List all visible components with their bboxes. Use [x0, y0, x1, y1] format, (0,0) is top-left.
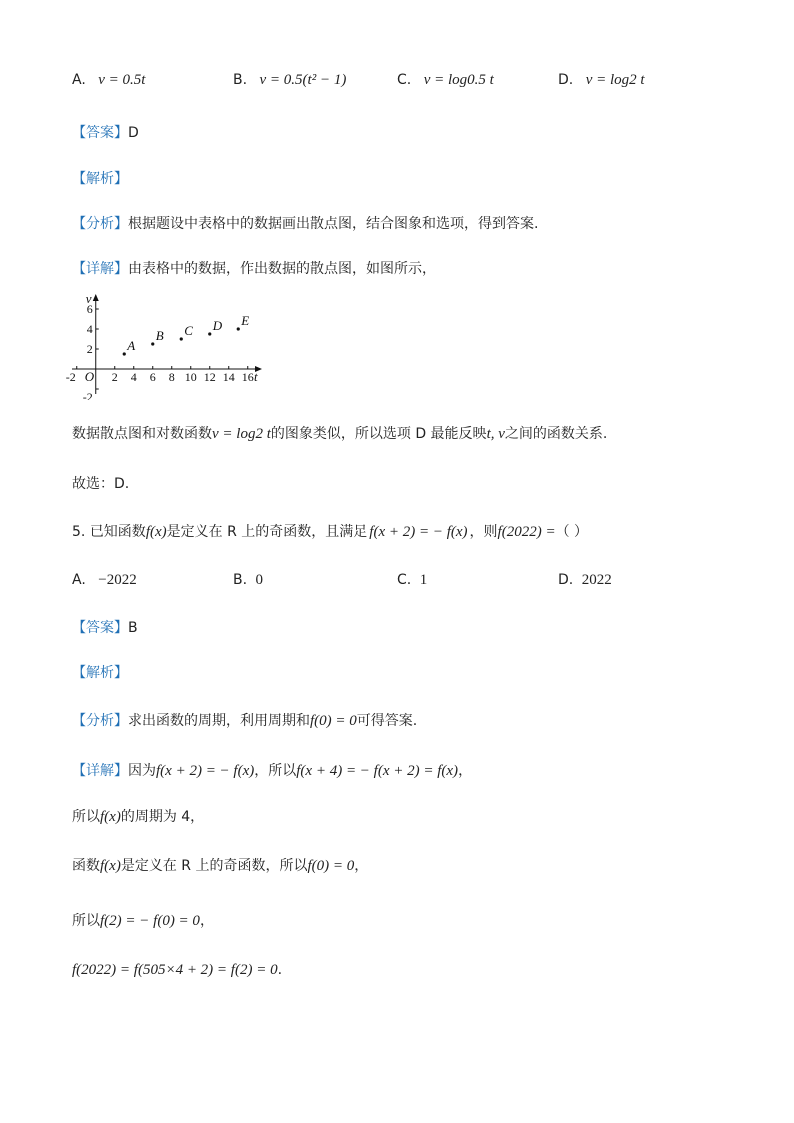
q5-odd — [72, 855, 368, 875]
answer-value: D — [128, 125, 139, 141]
x-tick-label: 6 — [149, 370, 156, 384]
period-post: 的周期为 4， — [120, 809, 205, 825]
stem-fx: f(x) — [145, 524, 167, 540]
conclusion-mid: 的图象类似，所以选项 D 最能反映 — [270, 426, 487, 442]
f2-post: ， — [199, 913, 214, 929]
q5-option-a — [72, 572, 137, 589]
chart-points — [123, 313, 250, 356]
option-formula: v = log2 t — [585, 72, 645, 88]
data-point-label-a: A — [127, 338, 136, 353]
option-formula: v = log0.5 t — [423, 72, 494, 88]
option-formula: v = 0.5(t² − 1) — [259, 72, 347, 88]
q5-analysis-heading — [72, 662, 128, 682]
option-letter: B. — [233, 72, 248, 88]
q4-fenxi — [72, 213, 538, 233]
stem-condition: f(x + 2) = − f(x) — [369, 524, 468, 540]
fenxi-pre: 求出函数的周期，利用周期和 — [128, 713, 310, 729]
period-pre: 所以 — [72, 809, 100, 825]
y-axis-arrow — [93, 294, 99, 301]
x-tick-label: 10 — [184, 370, 197, 384]
q4-analysis-heading — [72, 168, 128, 188]
q4-option-a — [72, 72, 145, 89]
f2-formula: f(2) = − f(0) = 0 — [100, 913, 200, 929]
y-tick-label: 4 — [86, 322, 93, 336]
odd-post: ， — [354, 858, 369, 874]
option-letter: B. — [233, 572, 248, 588]
choose-text: 故选：D. — [72, 476, 130, 492]
option-letter: C. — [397, 572, 412, 588]
option-formula: v = 0.5t — [98, 72, 146, 88]
q5-xiangjie — [72, 760, 472, 780]
f2-pre: 所以 — [72, 913, 100, 929]
stem-mid2: ，则 — [469, 524, 498, 540]
q5-stem — [72, 521, 588, 541]
option-letter: A. — [72, 572, 86, 588]
xiangjie-text: 由表格中的数据，作出数据的散点图，如图所示， — [128, 261, 436, 277]
final-post: . — [277, 962, 283, 978]
odd-pre: 函数 — [72, 858, 100, 874]
data-point-label-b: B — [155, 328, 164, 343]
option-value: 2022 — [581, 572, 612, 588]
xiangjie-pre: 因为 — [128, 763, 156, 779]
odd-fx: f(x) — [100, 858, 121, 874]
q5-fenxi — [72, 710, 417, 730]
analysis-tag: 【解析】 — [72, 171, 128, 187]
q4-conclusion — [72, 423, 607, 443]
xiangjie-tag: 【详解】 — [72, 763, 128, 779]
origin-label: O — [84, 369, 95, 384]
xiangjie-formula-2: f(x + 4) = − f(x + 2) = f(x) — [296, 763, 459, 779]
stem-post: （ ） — [555, 524, 589, 540]
xiangjie-formula-1: f(x + 2) = − f(x) — [156, 763, 255, 779]
stem-pre: 已知函数 — [89, 524, 146, 540]
q4-option-c — [397, 72, 494, 89]
q5-option-d — [558, 572, 612, 589]
option-value: 1 — [419, 572, 428, 588]
conclusion-formula: v = log2 t — [212, 426, 271, 442]
scatter-chart — [66, 290, 266, 400]
fenxi-post: 可得答案. — [356, 713, 418, 729]
q4-xiangjie — [72, 258, 436, 278]
answer-value: B — [128, 620, 138, 636]
x-tick-label: 12 — [203, 370, 216, 384]
data-point-d — [208, 332, 211, 335]
data-point-label-d: D — [212, 318, 223, 333]
answer-tag: 【答案】 — [72, 620, 128, 636]
fenxi-text: 根据题设中表格中的数据画出散点图，结合图象和选项，得到答案. — [128, 216, 539, 232]
chart-ticks — [66, 302, 254, 400]
option-letter: C. — [397, 72, 412, 88]
conclusion-post: 之间的函数关系. — [504, 426, 608, 442]
q5-option-b — [233, 572, 263, 589]
question-number: 5. — [72, 524, 86, 540]
fenxi-tag: 【分析】 — [72, 216, 128, 232]
data-point-a — [123, 352, 126, 355]
x-tick-label: 2 — [111, 370, 118, 384]
y-tick-label: -2 — [82, 390, 93, 400]
x-axis-label: t — [254, 369, 258, 384]
data-point-e — [237, 327, 240, 330]
q4-answer — [72, 122, 139, 142]
option-value: −2022 — [98, 572, 137, 588]
final-formula: f(2022) = f(505×4 + 2) = f(2) = 0 — [72, 962, 278, 978]
data-point-label-c: C — [184, 323, 193, 338]
analysis-tag: 【解析】 — [72, 665, 128, 681]
q5-final — [72, 962, 282, 979]
data-point-c — [180, 337, 183, 340]
option-letter: D. — [558, 572, 574, 588]
conclusion-pre: 数据散点图和对数函数 — [72, 426, 212, 442]
x-tick-label: 4 — [130, 370, 137, 384]
data-point-b — [151, 342, 154, 345]
xiangjie-post: ， — [458, 763, 473, 779]
q4-option-d — [558, 72, 645, 89]
q5-f2 — [72, 910, 214, 930]
fenxi-tag: 【分析】 — [72, 713, 128, 729]
period-fx: f(x) — [100, 809, 121, 825]
y-tick-label: 2 — [86, 342, 93, 356]
option-value: 0 — [255, 572, 264, 588]
q5-option-c — [397, 572, 427, 589]
q5-period — [72, 806, 204, 826]
xiangjie-tag: 【详解】 — [72, 261, 128, 277]
xiangjie-mid: ，所以 — [254, 763, 297, 779]
y-axis-label: v — [85, 291, 92, 306]
conclusion-vars: t, v — [486, 426, 505, 442]
stem-mid1: 是定义在 R 上的奇函数，且满足 — [166, 524, 368, 540]
y-tick-label: 6 — [86, 302, 93, 316]
x-tick-label: 14 — [222, 370, 235, 384]
data-point-label-e: E — [241, 313, 250, 328]
x-tick-label: 8 — [168, 370, 175, 384]
option-letter: D. — [558, 72, 574, 88]
q4-choose — [72, 473, 129, 493]
fenxi-formula: f(0) = 0 — [310, 713, 357, 729]
option-letter: A. — [72, 72, 86, 88]
odd-formula: f(0) = 0 — [307, 858, 355, 874]
x-tick-label: 16 — [241, 370, 254, 384]
stem-target: f(2022) = — [497, 524, 556, 540]
q4-option-b — [233, 72, 346, 89]
q5-answer — [72, 617, 138, 637]
answer-tag: 【答案】 — [72, 125, 128, 141]
odd-mid: 是定义在 R 上的奇函数，所以 — [120, 858, 308, 874]
x-tick-label: -2 — [66, 370, 76, 384]
